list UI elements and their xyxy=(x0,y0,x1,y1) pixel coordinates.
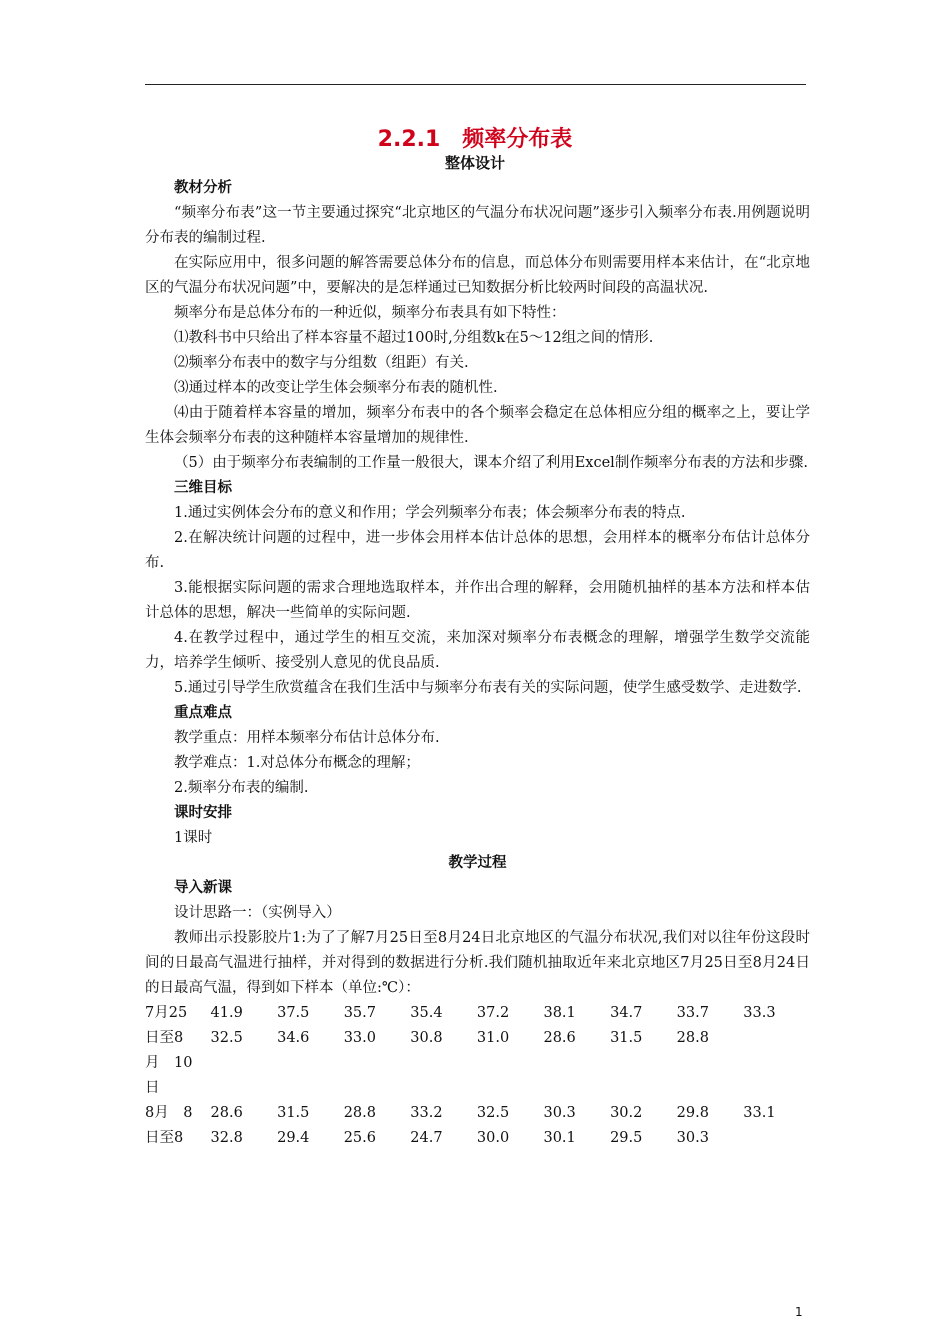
page-number: 1 xyxy=(795,1305,803,1319)
paragraph: 教学难点：1.对总体分布概念的理解； xyxy=(174,755,420,771)
paragraph: 频率分布是总体分布的一种近似，频率分布表具有如下特性： xyxy=(174,305,566,321)
table-cell xyxy=(743,1126,810,1151)
table-cell: 41.9 xyxy=(210,1005,243,1021)
table-cell: 33.2 xyxy=(410,1105,443,1121)
paragraph: 设计思路一：（实例导入） xyxy=(174,905,341,921)
page-subtitle: 整体设计 xyxy=(444,154,505,172)
table-cell: 33.3 xyxy=(743,1005,776,1021)
section-heading-guocheng: 教学过程 xyxy=(448,855,507,871)
table-cell: 30.0 xyxy=(476,1130,510,1146)
table-row xyxy=(145,1026,810,1051)
table-cell: 38.1 xyxy=(543,1005,576,1021)
table-cell: 30.3 xyxy=(543,1105,576,1121)
table-cell xyxy=(743,1051,810,1076)
table-cell: 33.7 xyxy=(676,1005,709,1021)
table-cell xyxy=(277,1076,344,1101)
table-cell: 31.0 xyxy=(476,1030,510,1046)
table-row xyxy=(145,1076,810,1101)
temperature-table xyxy=(145,1001,810,1151)
list-item: ⑶通过样本的改变让学生体会频率分布表的随机性. xyxy=(174,380,498,396)
paragraph: 2.频率分布表的编制. xyxy=(174,780,309,796)
list-item: 1.通过实例体会分布的意义和作用；学会列频率分布表；体会频率分布表的特点. xyxy=(174,505,686,521)
table-cell: 24.7 xyxy=(410,1130,443,1146)
table-cell xyxy=(610,1076,677,1101)
table-cell: 34.7 xyxy=(610,1005,643,1021)
list-item: ⑴教科书中只给出了样本容量不超过100时,分组数k在5～12组之间的情形. xyxy=(174,330,654,346)
table-cell: 33.1 xyxy=(743,1105,776,1121)
table-cell xyxy=(477,1051,544,1076)
table-row-label: 7月25 xyxy=(145,1005,188,1021)
table-cell: 32.5 xyxy=(210,1030,243,1046)
table-cell: 31.5 xyxy=(277,1105,310,1121)
table-cell xyxy=(344,1076,411,1101)
table-cell xyxy=(477,1076,544,1101)
list-item: ⑷由于随着样本容量的增加，频率分布表中的各个频率会稳定在总体相应分组的概率之上，要让学生体会频率分布表的这种随样本容量增加的规律性. xyxy=(145,405,810,446)
table-row xyxy=(145,1126,810,1151)
list-item: 2.在解决统计问题的过程中，进一步体会用样本估计总体的思想，会用样本的概率分布估计总体分布. xyxy=(145,530,810,571)
table-cell: 34.6 xyxy=(277,1030,310,1046)
table-cell: 37.5 xyxy=(277,1005,310,1021)
list-item: （5）由于频率分布表编制的工作量一般很大，课本介绍了利用Excel制作频率分布表的方法和步骤. xyxy=(174,455,808,471)
paragraph: 在实际应用中，很多问题的解答需要总体分布的信息，而总体分布则需要用样本来估计，在“北京地区的气温分布状况问题”中，要解决的是怎样通过已知数据分析比较两时间段的高温状况. xyxy=(145,255,810,296)
table-row xyxy=(145,1051,810,1076)
table-cell: 35.4 xyxy=(410,1005,443,1021)
table-cell xyxy=(543,1076,610,1101)
table-cell xyxy=(211,1051,278,1076)
table-row-label: 日 xyxy=(145,1080,160,1096)
table-cell: 28.8 xyxy=(343,1105,376,1121)
table-cell xyxy=(277,1051,344,1076)
section-heading-daoru: 导入新课 xyxy=(174,880,232,896)
paragraph: “频率分布表”这一节主要通过探究“北京地区的气温分布状况问题”逐步引入频率分布表.用例题说明分布表的编制过程. xyxy=(145,205,810,246)
list-item: 3.能根据实际问题的需求合理地选取样本，并作出合理的解释，会用随机抽样的基本方法和样本估计总体的思想，解决一些简单的实际问题. xyxy=(145,580,810,621)
table-cell: 37.2 xyxy=(476,1005,510,1021)
table-row-label: 日至8 xyxy=(145,1030,184,1046)
page-title: 2.2.1 频率分布表 xyxy=(377,127,573,152)
table-cell: 29.4 xyxy=(277,1130,310,1146)
table-cell xyxy=(610,1051,677,1076)
section-heading-mubiao: 三维目标 xyxy=(174,480,232,496)
table-cell xyxy=(543,1051,610,1076)
table-cell: 33.0 xyxy=(343,1030,376,1046)
table-cell: 31.5 xyxy=(610,1030,643,1046)
table-cell xyxy=(743,1026,810,1051)
paragraph: 教师出示投影胶片1:为了了解7月25日至8月24日北京地区的气温分布状况,我们对以往年份这段时间的日最高气温进行抽样，并对得到的数据进行分析.我们随机抽取近年来北京地区7月25日至8月24日的日最高气温，得到如下样本（单位:℃）： xyxy=(145,930,810,996)
table-cell: 28.6 xyxy=(210,1105,243,1121)
list-item: ⑵频率分布表中的数字与分组数（组距）有关. xyxy=(174,355,469,371)
table-cell: 29.8 xyxy=(676,1105,709,1121)
table-cell: 35.7 xyxy=(343,1005,376,1021)
section-heading-keshi: 课时安排 xyxy=(174,805,232,821)
table-row-label: 月 10 xyxy=(145,1055,193,1071)
header-rule xyxy=(145,84,806,85)
table-row-label: 8月 8 xyxy=(145,1105,193,1121)
paragraph: 教学重点：用样本频率分布估计总体分布. xyxy=(174,730,440,746)
paragraph: 1课时 xyxy=(174,830,213,846)
table-cell xyxy=(344,1051,411,1076)
section-heading-jiaocai: 教材分析 xyxy=(174,180,232,196)
table-cell xyxy=(677,1051,744,1076)
table-cell: 32.8 xyxy=(210,1130,243,1146)
table-cell: 28.8 xyxy=(676,1030,709,1046)
table-cell: 30.2 xyxy=(610,1105,643,1121)
table-cell xyxy=(410,1051,477,1076)
table-cell: 30.8 xyxy=(410,1030,443,1046)
table-row xyxy=(145,1001,810,1026)
table-cell xyxy=(211,1076,278,1101)
document-body xyxy=(145,176,810,1151)
table-cell: 25.6 xyxy=(343,1130,376,1146)
section-heading-zhongdian: 重点难点 xyxy=(174,705,232,721)
table-cell: 30.1 xyxy=(543,1130,576,1146)
list-item: 5.通过引导学生欣赏蕴含在我们生活中与频率分布表有关的实际问题，使学生感受数学、走进数学. xyxy=(174,680,802,696)
table-cell xyxy=(743,1076,810,1101)
table-cell xyxy=(677,1076,744,1101)
table-cell: 32.5 xyxy=(476,1105,510,1121)
table-row xyxy=(145,1101,810,1126)
table-cell: 29.5 xyxy=(610,1130,643,1146)
list-item: 4.在教学过程中，通过学生的相互交流，来加深对频率分布表概念的理解，增强学生数学交流能力，培养学生倾听、接受别人意见的优良品质. xyxy=(145,630,810,671)
table-cell xyxy=(410,1076,477,1101)
table-cell: 28.6 xyxy=(543,1030,576,1046)
table-row-label: 日至8 xyxy=(145,1130,184,1146)
table-cell: 30.3 xyxy=(676,1130,709,1146)
